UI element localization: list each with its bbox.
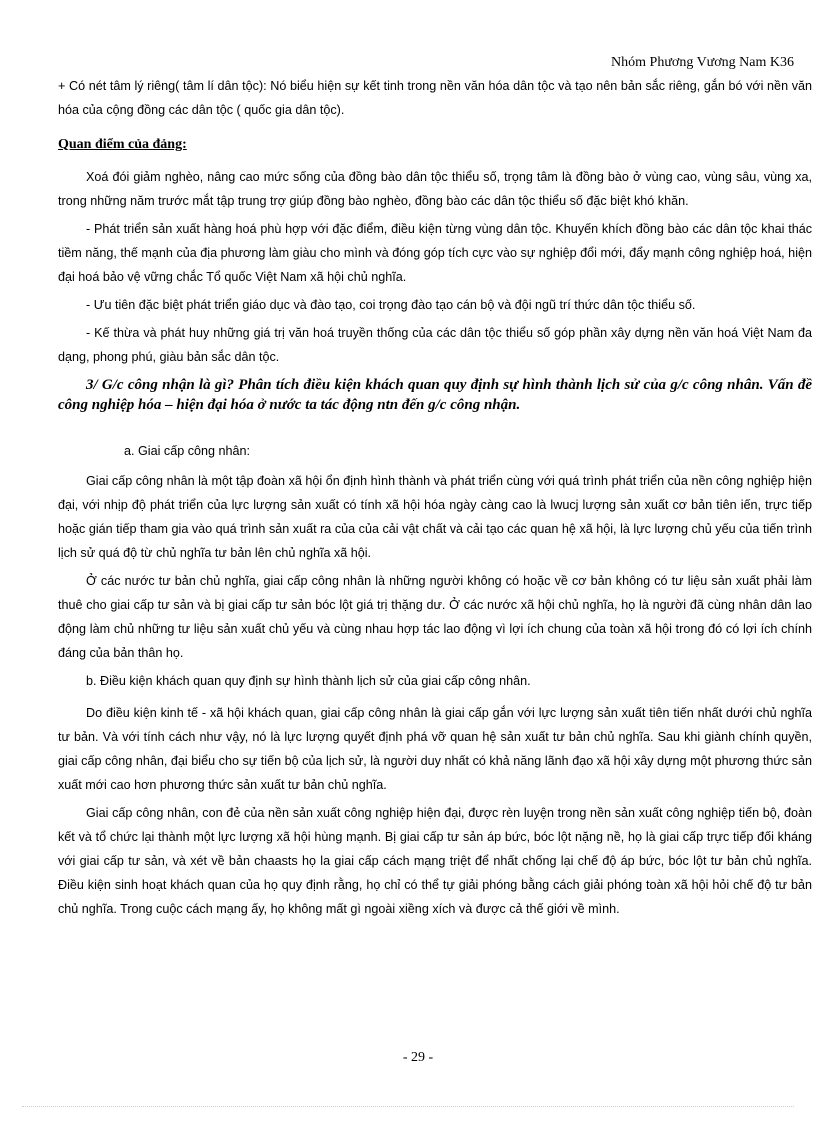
paragraph-poverty-reduction: Xoá đói giảm nghèo, nâng cao mức sống của đồng bào dân tộc thiểu số, trọng tâm là đồng bào ở vùng cao, vùng sâu, vùng xa, trong những năm trước mắt tập trung trợ giúp đồng bào nghèo, đồng bào các dân tộc thiểu số đặc biệt khó khăn. <box>58 170 812 208</box>
subsection-a-heading: a. Giai cấp công nhân: <box>124 444 251 458</box>
paragraph-industrial-product: Giai cấp công nhân, con đẻ của nền sản xuất công nghiệp hiện đại, được rèn luyện trong nền sản xuất công nghiệp tiến bộ, đoàn kết và tổ chức lại thành một lực lượng xã hội hùng mạnh. Bị giai cấp tư sản áp bức, bóc lột nặng nề, họ là giai cấp trực tiếp đối kháng với giai cấp tư sản, và xét về bản chaasts họ la giai cấp cách mạng triệt để nhất chống lại chế độ áp bức, bóc lột tư bản chủ nghĩa. Điều kiện sinh hoạt khách quan của họ quy định rằng, họ chỉ có thể tự giải phóng bằng cách giải phóng toàn xã hội hỏi chế độ tư bản chủ nghĩa. Trong cuộc cách mạng ấy, họ không mất gì ngoài xiềng xích và được cả thế giới về mình. <box>58 806 812 916</box>
paragraph-goods-production: - Phát triển sản xuất hàng hoá phù hợp với đặc điểm, điều kiện từng vùng dân tộc. Khuyến khích đồng bào các dân tộc khai thác tiềm năng, thế mạnh của địa phương làm giàu cho mình và đóng góp tích cực vào sự nghiệp đổi mới, đẩy mạnh công nghiệp hoá, hiện đại hoá bảo vệ vững chắc Tổ quốc Việt Nam xã hội chủ nghĩa. <box>58 222 812 284</box>
paragraph-psychology: + Có nét tâm lý riêng( tâm lí dân tộc): Nó biểu hiện sự kết tinh trong nền văn hóa dân tộc và tạo nên bản sắc riêng, gắn bó với nền văn hóa của cộng đồng các dân tộc ( quốc gia dân tộc). <box>58 79 812 117</box>
paragraph-working-class-definition: Giai cấp công nhân là một tập đoàn xã hội ổn định hình thành và phát triển cùng với quá trình phát triển của nền công nghiệp hiện đại, với nhịp độ phát triển của lực lượng sản xuất có tính xã hội hóa ngày càng cao là lwucj lượng sản xuất cơ bản tiên iến, trực tiếp hoặc gián tiếp tham gia vào quá trình sản xuất ra của của cải vật chất và cải tạo các quan hệ xã hội, là lực lượng chủ yếu của tiến trình lịch sử quá độ từ chủ nghĩa tư bản lên chủ nghĩa xã hội. <box>58 474 812 560</box>
paragraph-objective-conditions: Do điều kiện kinh tế - xã hội khách quan, giai cấp công nhân là giai cấp gắn với lực lượng sản xuất tiên tiến nhất dưới chủ nghĩa tư bản. Và với tính cách như vậy, nó là lực lượng quyết định phá vỡ quan hệ sản xuất tư bản chủ nghĩa. Sau khi giành chính quyền, giai cấp công nhân, đại biểu cho sự tiến bộ của lịch sử, là người duy nhất có khả năng lãnh đạo xã hội xây dựng một phương thức sản xuất mới cao hơn phương thức sản xuất tư bản chủ nghĩa. <box>58 706 812 792</box>
party-viewpoint-title: Quan điểm của đảng: <box>58 137 187 152</box>
paragraph-education-priority: - Ưu tiên đặc biệt phát triển giáo dục và đào tạo, coi trọng đào tạo cán bộ và đội ngũ trí thức dân tộc thiểu số. <box>86 298 696 312</box>
page-border <box>22 1106 794 1107</box>
document-body <box>58 74 812 925</box>
question-heading: 3/ G/c công nhận là gì? Phân tích điều kiện khách quan quy định sự hình thành lịch sử của g/c công nhân. Vấn đề công nghiệp hóa – hiện đại hóa ở nước ta tác động ntn đến g/c công nhận. <box>58 377 812 413</box>
page-number: - 29 - <box>402 1050 434 1065</box>
running-header: Nhóm Phương Vương Nam K36 <box>611 55 794 70</box>
subsection-b-heading: b. Điều kiện khách quan quy định sự hình thành lịch sử của giai cấp công nhân. <box>86 674 531 688</box>
paragraph-cultural-heritage: - Kế thừa và phát huy những giá trị văn hoá truyền thống của các dân tộc thiểu số góp phần xây dựng nền văn hoá Việt Nam đa dạng, phong phú, giàu bản sắc dân tộc. <box>58 326 812 364</box>
party-viewpoint-heading <box>58 132 812 157</box>
paragraph-capitalist-countries: Ở các nước tư bản chủ nghĩa, giai cấp công nhân là những người không có hoặc về cơ bản không có tư liệu sản xuất phải làm thuê cho giai cấp tư sản và bị giai cấp tư sản bóc lột giá trị thặng dư. Ở các nước xã hội chủ nghĩa, họ là người đã cùng nhân dân lao động làm chủ những tư liệu sản xuất chủ yếu và cùng nhau hợp tác lao động vì lợi ích chung của toàn xã hội trong đó có lợi ích chính đáng của bản thân họ. <box>58 574 812 660</box>
